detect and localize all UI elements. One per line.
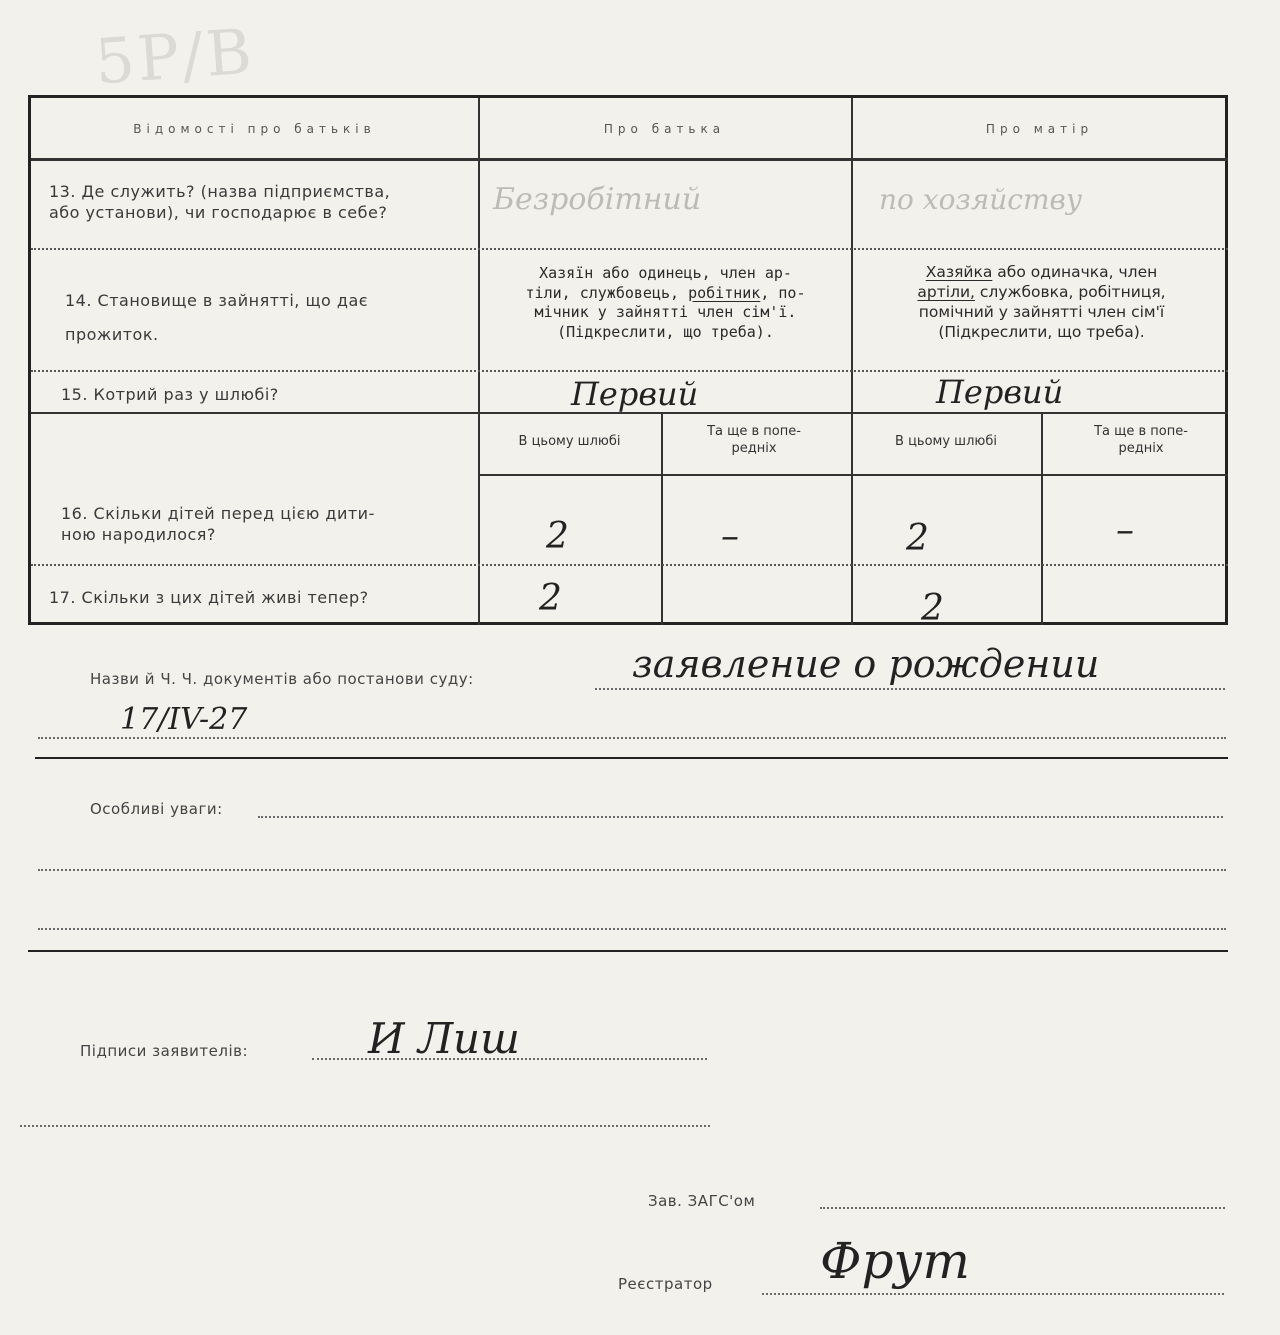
- applicants-line-2: [20, 1125, 710, 1127]
- registrar-line: [762, 1293, 1224, 1295]
- applicants-signature[interactable]: И Лиш: [368, 1014, 520, 1063]
- documents-date[interactable]: 17/ІV-27: [120, 702, 248, 737]
- applicants-label: Підписи заявителів:: [80, 1042, 249, 1060]
- documents-label: Назви й Ч. Ч. документів або постанови суду:: [90, 670, 474, 688]
- mother-children-previous: –: [1116, 510, 1134, 551]
- header-mother: Про матір: [985, 122, 1094, 136]
- mother-children-alive: 2: [921, 588, 944, 629]
- remarks-line-1: [258, 816, 1223, 818]
- subheader-mother-previous: Та ще в попе-редніх: [1094, 424, 1188, 456]
- subheader-mother-this: В цьому шлюбі: [895, 434, 997, 449]
- mother-underlined-option: Хазяйка: [925, 263, 993, 281]
- header-parents-info: Відомості про батьків: [133, 122, 376, 136]
- remarks-line-2: [38, 869, 1226, 871]
- mother-occupation-options: Хазяйка або одиначка, член артіли, службовка, робітниця, помічний у зайнятті член сім'ї (Підкреслити, що треба).: [917, 263, 1166, 342]
- question-15: 15. Котрий раз у шлюбі?: [61, 385, 279, 404]
- documents-line: [595, 688, 1225, 690]
- documents-line-2: [38, 737, 1226, 739]
- question-16: 16. Скільки дітей перед цією дити- ною народилося?: [61, 504, 375, 544]
- subheader-father-this: В цьому шлюбі: [518, 434, 621, 449]
- father-children-this: 2: [546, 516, 569, 557]
- mother-children-this: 2: [906, 518, 929, 559]
- documents-value[interactable]: заявление о рождении: [632, 642, 1100, 686]
- mother-marriage-count: Первий: [936, 373, 1064, 411]
- father-marriage-count: Первий: [571, 375, 699, 413]
- question-14: 14. Становище в зайнятті, що дає прожиток.: [65, 291, 369, 344]
- pencil-mark: 5P/B: [92, 14, 257, 99]
- question-13: 13. Де служить? (назва підприємства, або установи), чи господарює в себе?: [49, 182, 391, 222]
- parents-info-table: [28, 95, 1228, 629]
- father-workplace: Безробітний: [493, 182, 702, 217]
- zags-head-label: Зав. ЗАГС'ом: [648, 1192, 756, 1210]
- zags-head-line: [820, 1207, 1225, 1209]
- registrar-label: Реєстратор: [618, 1275, 713, 1293]
- mother-workplace: по хозяйству: [879, 183, 1083, 216]
- father-children-alive: 2: [539, 578, 562, 619]
- question-17: 17. Скільки з цих дітей живі тепер?: [49, 588, 369, 607]
- section-divider-2: [28, 950, 1228, 952]
- father-children-previous: –: [721, 516, 739, 557]
- subheader-father-previous: Та ще в попе-редніх: [707, 424, 801, 456]
- registrar-signature[interactable]: Фрут: [820, 1232, 970, 1290]
- remarks-label: Особливі уваги:: [90, 800, 223, 818]
- remarks-line-3: [38, 928, 1226, 930]
- father-underlined-option: робітник: [688, 283, 761, 302]
- father-occupation-options: Хазяїн або одинець, член ар- тіли, службовець, робітник, по- мічник у зайнятті член сім'ї. (Підкреслити, що треба).: [525, 264, 806, 341]
- header-father: Про батька: [603, 122, 726, 136]
- section-divider-1: [35, 757, 1228, 759]
